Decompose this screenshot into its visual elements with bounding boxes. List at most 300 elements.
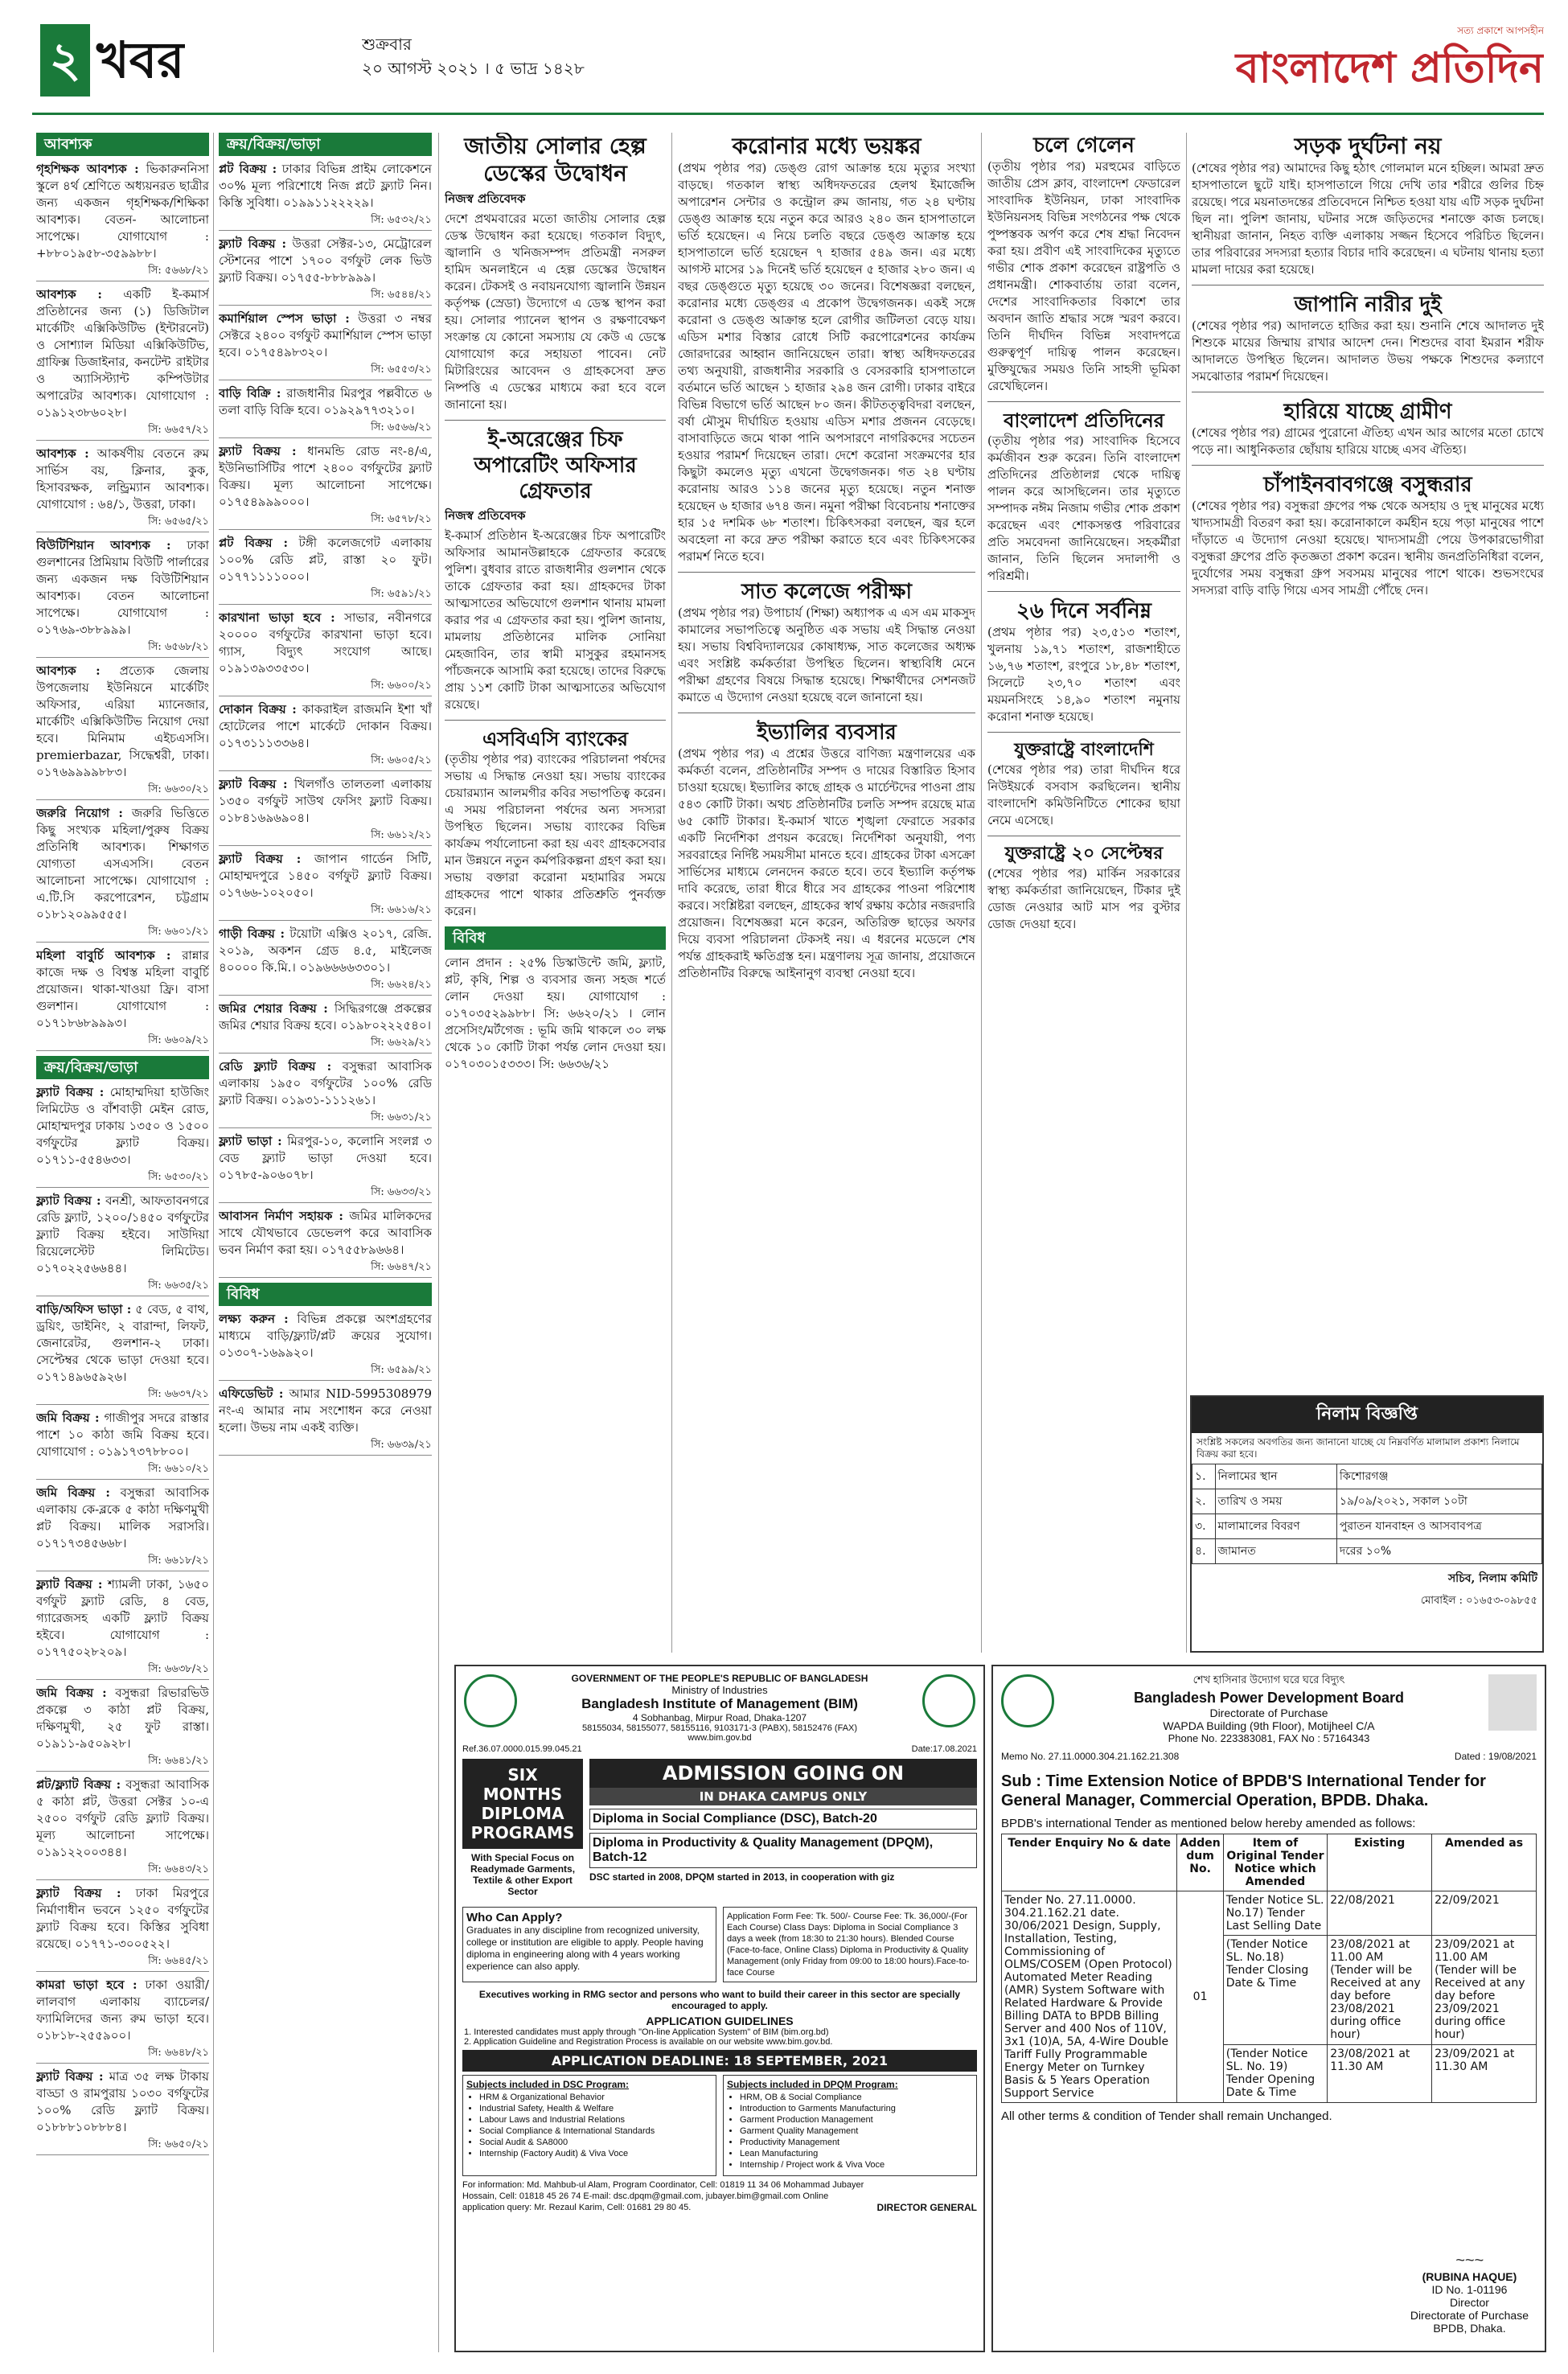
bpdb-table-wrap — [993, 1834, 1545, 2103]
classified-list — [219, 1311, 432, 1456]
classified-title: কমার্শিয়াল স্পেস ভাড়া : — [219, 311, 350, 326]
classified-ad — [36, 1776, 209, 1880]
classified-ad — [36, 1977, 209, 2064]
headline-26-days: ২৬ দিনে সর্বনিম্ন — [1016, 599, 1151, 623]
classified-title: ফ্ল্যাট বিক্রয় : — [219, 852, 302, 866]
classified-title: ফ্ল্যাট বিক্রয় : — [36, 1193, 101, 1208]
classified-text: ৫ বেড, ৫ বাথ, ড্রয়িং, ডাইনিং, ২ বারান্দা, লিফট, জেনারেটর, গুলশান-২ ঢাকা। সেপ্টেম্বর থেকে ভাড়া দেওয়া হবে। ০১৭১৪৯৬৫৯২৬। — [36, 1302, 209, 1384]
classified-title: জরুরি নিয়োগ : — [36, 806, 123, 820]
classified-code: সি: ৬৬৪৫/২১ — [36, 1953, 209, 1972]
classified-code: সি: ৬৬৫০/২১ — [36, 2136, 209, 2155]
row1-amended: 22/09/2021 — [1432, 1891, 1537, 1936]
classified-code: সি: ৬৫৫৩/২১ — [219, 361, 432, 380]
classified-text: প্রত্যেক জেলায় উপজেলায় ইউনিয়নে মার্কেটিং অফিসার, এরিয়া ম্যানেজার, মার্কেটিং এক্সিকিউটিভ নিয়োগ দেয়া হবে। মিনিমাম এইচএসসি। premierbazar, সিদ্ধেশ্বরী, ঢাকা। ০১৭৬৯৯৯৯৮৮৩। — [36, 663, 209, 779]
bim-info-row — [456, 1904, 983, 1986]
bim-contact-info: For information: Md. Mahbub-ul Alam, Program Coordinator, Cell: 01819 11 34 06 Mohammad Jubayer Hossain, Cell: 01818 45 26 74 E-mail: dsc.dpqm@gmail.com, jubayer.bim@gmail.com Online application query: Mr. Rezaul Karim, Cell: 01681 29 80 45. — [462, 2180, 864, 2212]
misc-body: লোন প্রদান : ২৫% ডিস্কাউন্টে জমি, ফ্ল্যাট, প্লট, কৃষি, শিল্প ও ব্যবসার জন্য সহজ শর্তে লোন দেওয়া হয়। যোগাযোগ : ০১৭০৩৫২৯৯৮৮। সি: ৬৬২০/২১ । লোন প্রসেসিং/মর্টগেজ : ভূমি জমি থাকলে ৩০ লক্ষ থেকে ১০ কোটি টাকা পর্যন্ত লোন দেওয়া হয়। ০১৭০৩০১৫৩৩৩। সি: ৬৬৩৬/২১ — [445, 955, 666, 1071]
list-item: • Industrial Safety, Health & Welfare — [479, 2103, 712, 2114]
column-divider — [438, 133, 439, 2352]
classified-list — [36, 161, 209, 1051]
classified-code: সি: ৬৬৪৭/২১ — [219, 1259, 432, 1278]
classified-ad — [36, 1685, 209, 1772]
classified-code: সি: ৬৬০৯/২১ — [36, 1032, 209, 1051]
row2-amended: 23/09/2021 at 11.00 AM (Tender will be Received at any day before 23/09/2021 during office hour) — [1432, 1936, 1537, 2045]
bim-address: 4 Sobhanbag, Mirpur Road, Dhaka-1207 — [632, 1712, 807, 1723]
th-addendum: Adden dum No. — [1177, 1834, 1223, 1891]
classified-code: সি: ৬৫৩২/২১ — [219, 212, 432, 231]
article-body: (শেষের পৃষ্ঠার পর) আদালতে হাজির করা হয়। শুনানি শেষে আদালত দুই শিশুকে মায়ের জিম্মায় রাখার আদেশ দেন। শিশুদের বাবা ইমরান শরীফ আদালতে উপস্থিত ছিলেন। আদালত উভয় পক্ষকে শিশুদের কল্যাণে সমঝোতার পরামর্শ দিয়েছেন। — [1192, 318, 1544, 384]
list-item: • Garment Production Management — [740, 2114, 973, 2126]
bim-prog-dpqm: Diploma in Productivity & Quality Management (DPQM), Batch-12 — [589, 1833, 977, 1868]
classified-text: ঢাকা মিরপুরে নির্মাণাধীন ভবনে ১২৫০ বর্গফুটের ফ্ল্যাট বিক্রয় হবে। কিস্তির সুবিধা রয়েছে। ০১৭৭১-৩০০৫২২। — [36, 1886, 209, 1951]
bim-guide-1: 1. Interested candidates must apply through "On-line Application System" of BIM (bim.org.bd) — [464, 2027, 829, 2037]
classified-text: জমির মালিকদের সাথে যৌথভাবে ডেভেলপ করে আবাসিক ভবন নির্মাণ করা হয়। ০১৭৫৫৮৯৬৬৪। — [219, 1209, 432, 1257]
headline-solar: জাতীয় সোলার হেল্প ডেস্কের উদ্বোধন — [464, 133, 646, 187]
classified-text: মাত্র ৩৫ লক্ষ টাকায় বাড্ডা ও রামপুরায় ১০৩০ বর্গফুটের ১০০% রেডি ফ্ল্যাট বিক্রয়। ০১৮৮৮১০৮৮৮৪। — [36, 2069, 209, 2134]
classified-title: ফ্ল্যাট বিক্রয় : — [219, 236, 287, 251]
classified-title: জমি বিক্রয় : — [36, 1485, 110, 1500]
classified-ad — [219, 610, 432, 696]
table-cell: পুরাতন যানবাহন ও আসবাবপত্র — [1336, 1514, 1541, 1539]
classified-title: বিউটিশিয়ান আবশ্যক : — [36, 538, 171, 552]
list-item: • Labour Laws and Industrial Relations — [479, 2114, 712, 2126]
article-body: (প্রথম পৃষ্ঠার পর) উপাচার্য (শিক্ষা) অধ্যাপক এ এস এম মাকসুদ কামালের সভাপতিত্বে অনুষ্ঠিত এক সভায় এই সিদ্ধান্ত নেওয়া হয়। সভায় বিশ্ববিদ্যালয়ের কোষাধ্যক্ষ, সাত কলেজের অধ্যক্ষ এবং সংশ্লিষ্ট কর্মকর্তারা উপস্থিত ছিলেন। স্বাস্থ্যবিধি মেনে পরীক্ষা গ্রহণের বিষয়ে সিদ্ধান্ত হয়েছে। শিক্ষার্থীদের সেশনজট কমাতে এ উদ্যোগ নেওয়া হয়েছে বলে জানানো হয়। — [678, 606, 975, 704]
header-rule — [32, 113, 1544, 115]
classified-code: সি: ৬৬৪৩/২১ — [36, 1861, 209, 1880]
classified-text: টঙ্গী কলেজগেট এলাকায় ১০০% রেডি প্লট, রাস্তা ২০ ফুট। ০১৭৭১১১১০০০। — [219, 536, 432, 584]
bim-name: Bangladesh Institute of Management (BIM) — [581, 1696, 858, 1711]
column-divider — [213, 133, 214, 2352]
list-item: • Productivity Management — [740, 2137, 973, 2148]
classified-title: রেডি ফ্ল্যাট বিক্রয় : — [219, 1059, 332, 1074]
bpdb-lead: BPDB's international Tender as mentioned below hereby amended as follows: — [1001, 1817, 1416, 1830]
classified-text: বসুন্ধরা রিভারভিউ প্রকল্পে ৩ কাঠা প্লট বিক্রয়, দক্ষিণমুখী, ২৫ ফুট রাস্তা। ০১৯১১-৯৫০৯২৮। — [36, 1686, 209, 1751]
bpdb-signer-org: BPDB, Dhaka. — [1433, 2322, 1506, 2335]
classified-code: সি: ৬৬৪১/২১ — [36, 1752, 209, 1772]
section-name: খবর — [96, 31, 185, 89]
table-cell: মালামালের বিবরণ — [1215, 1514, 1336, 1539]
th-enquiry: Tender Enquiry No & date — [1002, 1834, 1177, 1891]
list-item: • Lean Manufacturing — [740, 2148, 973, 2159]
classified-ad — [36, 1084, 209, 1188]
classified-title: ফ্ল্যাট বিক্রয় : — [36, 1886, 121, 1900]
classified-code: সি: ৬৬২৪/২১ — [219, 976, 432, 996]
headline-dengue: করোনার মধ্যে ভয়ঙ্কর — [732, 133, 922, 159]
classified-code: সি: ৬৬০৫/২১ — [219, 752, 432, 771]
article-body: (শেষের পৃষ্ঠার পর) গ্রামের পুরোনো ঐতিহ্য এখন আর আগের মতো চোখে পড়ে না। আধুনিকতার ছোঁয়ায় হারিয়ে যাচ্ছে এসব ঐতিহ্য। — [1192, 425, 1544, 457]
headline-rural-tradition: হারিয়ে যাচ্ছে গ্রামীণ — [1283, 400, 1452, 424]
classified-text: উত্তরা সেক্টর-১৩, মেট্রোরেল স্টেশনের পাশে ১৭০০ বর্গফুট লেক ভিউ ফ্ল্যাট বিক্রয়। ০১৭৫৫-৮৮৮৯৯৯। — [219, 236, 432, 285]
classified-code: সি: ৬৫৬৬/২১ — [219, 419, 432, 438]
classified-code: সি: ৬৬৩৮/২১ — [36, 1661, 209, 1680]
classified-title: আবশ্যক : — [36, 287, 102, 302]
bim-right-box — [589, 1759, 977, 1900]
classifieds-column-2 — [219, 133, 432, 2352]
classified-code: সি: ৬৬৪৮/২১ — [36, 2044, 209, 2064]
page-number-box — [40, 24, 185, 97]
classified-text: বসুন্ধরা আবাসিক এলাকায় কে-ব্লকে ৫ কাঠা দক্ষিণমুখী প্লট বিক্রয়। মালিক সরাসরি। ০১৭১৭৩৪৫৬৬৮। — [36, 1485, 209, 1550]
table-cell: ৪. — [1192, 1539, 1216, 1564]
article-body: ই-কমার্স প্রতিষ্ঠান ই-অরেঞ্জের চিফ অপারেটিং অফিসার আমানউল্লাহকে গ্রেফতার করেছে পুলিশ। বুধবার রাতে রাজধানীর গুলশান থেকে তাকে গ্রেফতার করা হয়। গ্রাহকদের টাকা আত্মসাতের অভিযোগে গুলশান থানায় মামলা করার পর এ গ্রেফতার করা হয়। পুলিশ জানায়, মামলায় প্রতিষ্ঠানের মালিক সোনিয়া মেহজাবিন, তার স্বামী মাসুকুর রহমানসহ পাঁচজনকে আসামি করা হয়েছে। তাদের বিরুদ্ধে প্রায় ১১শ কোটি টাকা আত্মসাতের অভিযোগ রয়েছে। — [445, 528, 666, 712]
classified-ad — [36, 1410, 209, 1480]
classified-title: ফ্ল্যাট বিক্রয় : — [36, 1085, 105, 1099]
classified-ad — [219, 385, 432, 438]
news-column-6 — [1192, 133, 1544, 1387]
classified-text: রান্নার কাজে দক্ষ ও বিশ্বস্ত মহিলা বাবুর্চি প্রয়োজন। থাকা-খাওয়া ফ্রি। বাসা গুলশান। যোগাযোগ : ০১৭১৮৬৮৯৯৯৩। — [36, 948, 209, 1030]
row3-item: (Tender Notice SL. No. 19) Tender Opening Date & Time — [1223, 2045, 1327, 2103]
bim-banner: ADMISSION GOING ON — [589, 1759, 977, 1788]
table-cell: জামানত — [1215, 1539, 1336, 1564]
bim-guide-title: APPLICATION GUIDELINES — [646, 2015, 794, 2027]
classified-text: রাজধানীর মিরপুর পল্লবীতে ৬ তলা বাড়ি বিক্রি হবে। ০১৯২৯৭৭৩২১০। — [219, 386, 432, 417]
bim-footer — [456, 2176, 983, 2216]
bim-dpqm-subjects — [723, 2075, 977, 2176]
article-body: দেশে প্রথমবারের মতো জাতীয় সোলার হেল্প ডেস্ক উদ্বোধন করা হয়েছে। গতকাল বিদ্যুৎ, জ্বালানি ও খনিজসম্পদ প্রতিমন্ত্রী নসরুল হামিদ অনলাইনে এ হেল্প ডেস্কের উদ্বোধন করেন। টেকসই ও নবায়নযোগ্য জ্বালানি উন্নয়ন কর্তৃপক্ষ (স্রেডা) উদ্যোগে এ ডেস্ক স্থাপন করা হয়। সোলার প্যানেল স্থাপন ও রক্ষণাবেক্ষণ সংক্রান্ত যে কোনো সমস্যায় যে কেউ এ ডেস্কে যোগাযোগ করে সহায়তা পাবেন। নেট মিটারিংয়ের আবেদন ও গ্রাহকসেবা দ্রুত নিষ্পত্তি এ ডেস্কের মাধ্যমে করা হবে বলে জানানো হয়। — [445, 212, 666, 412]
classified-text: ঢাকা গুলশানের প্রিমিয়াম বিউটি পার্লারের জন্য একজন দক্ষ বিউটিশিয়ান আবশ্যক। বেতন আলোচনা সাপেক্ষে। যোগাযোগ : ০১৭৬৯-৩৮৮৯৯৯। — [36, 538, 209, 637]
classified-text: সাভার, নবীনগরে ২০০০০ বর্গফুটের কারখানা ভাড়া হবে। গ্যাস, বিদ্যুৎ সংযোগ আছে। ০১৯১৩৯৩৩৫৩০। — [219, 610, 432, 676]
bim-left-box — [462, 1759, 583, 1900]
classified-code: সি: ৬৫৯১/২১ — [219, 585, 432, 605]
dateline — [362, 32, 764, 80]
classifieds-column — [36, 133, 209, 2352]
article-body: (শেষের পৃষ্ঠার পর) বসুন্ধরা গ্রুপের পক্ষ থেকে অসহায় ও দুস্থ মানুষের মধ্যে খাদ্যসামগ্রী বিতরণ করা হয়। করোনাকালে কর্মহীন হয়ে পড়া মানুষের পাশে দাঁড়াতে এ উদ্যোগ নেওয়া হয়েছে। খাদ্যসামগ্রী পেয়ে উপকারভোগীরা বসুন্ধরা গ্রুপের প্রতি কৃতজ্ঞতা প্রকাশ করেন। স্থানীয় জনপ্রতিনিধিরা বলেন, দুর্যোগের সময় বসুন্ধরা গ্রুপ সবসময় মানুষের পাশে থাকে। শুভসংঘের সদস্যরা বাড়ি বাড়ি গিয়ে এসব সামগ্রী পৌঁছে দেন। — [1192, 499, 1544, 598]
classified-text: বসুন্ধরা আবাসিক এলাকায় ১৯৫০ বর্গফুটের ১০০% রেডি ফ্ল্যাট বিক্রয়। ০১৯৩১-১১১২৬১। — [219, 1059, 432, 1107]
classified-ad — [219, 161, 432, 231]
bim-prog-dsc: Diploma in Social Compliance (DSC), Batch-20 — [589, 1809, 977, 1830]
table-row — [1192, 1489, 1542, 1514]
classified-ad — [36, 805, 209, 943]
classified-section-header: আবশ্যক — [36, 133, 209, 156]
table-cell: দরের ১০% — [1336, 1539, 1541, 1564]
classified-code: সি: ৬৬৩৭/২১ — [36, 1386, 209, 1405]
article-body: (প্রথম পৃষ্ঠার পর) ২৩,৫১৩ শতাংশ, খুলনায় ১৯,৭১ শতাংশ, রাজশাহীতে ১৬,৭৬ শতাংশ, রংপুরে ১৮,৪৮ শতাংশ, সিলেটে ২৩,৭০ শতাংশ এবং ময়মনসিংহে ১৪,৯০ শতাংশ নমুনায় করোনা শনাক্ত হয়েছে। — [987, 625, 1180, 724]
portrait-photo — [1488, 1674, 1537, 1731]
classified-ad — [36, 947, 209, 1051]
bpdb-logo-icon — [1001, 1674, 1054, 1727]
classified-title: কারখানা ভাড়া হবে : — [219, 610, 335, 625]
list-item: • HRM & Organizational Behavior — [479, 2092, 712, 2103]
bpdb-note: All other terms & condition of Tender shall remain Unchanged. — [1001, 2109, 1332, 2123]
classified-ad — [219, 236, 432, 306]
classified-text: একটি ই-কমার্স প্রতিষ্ঠানের জন্য (১) ডিজিটাল মার্কেটিং এক্সিকিউটিভ (ইন্টারনেট) ও সোশ্যাল মিডিয়া এক্সিকিউটিভ, গ্রাফিক্স ডিজাইনার, কনটেন্ট রাইটার ও অ্যাসিস্ট্যান্ট কম্পিউটার অপারেটর আবশ্যক। যোগাযোগ : ০১৯১২৩৮৬০২৮। — [36, 287, 209, 420]
article-body: (শেষের পৃষ্ঠার পর) মার্কিন সরকারের স্বাস্থ্য কর্মকর্তারা জানিয়েছেন, টিকার দুই ডোজ নেওয়ার আট মাস পর বুস্টার ডোজ দেওয়া হবে। — [987, 866, 1180, 931]
addendum-no: 01 — [1177, 1891, 1223, 2103]
classified-code: সি: ৬৬১০/২১ — [36, 1460, 209, 1480]
classified-text: ঢাকা ওয়ারী/লালবাগ এলাকায় ব্যাচেলর/ফ্যামিলিদের জন্য রুম ভাড়া হবে। ০১৮১৮-২৫৫৯০০। — [36, 1978, 209, 2043]
classified-ad — [36, 1193, 209, 1296]
article-body: (তৃতীয় পৃষ্ঠার পর) ব্যাংকের পরিচালনা পর্ষদের সভায় এ সিদ্ধান্ত নেওয়া হয়। সভায় ব্যাংকের চেয়ারম্যান আলমগীর কবির সভাপতিত্ব করেন। এ সময় পরিচালনা পর্ষদের অন্য সদস্যরা উপস্থিত ছিলেন। সভায় ব্যাংকের বিভিন্ন কার্যক্রম পর্যালোচনা করা হয় এবং গ্রাহকসেবার মান উন্নয়নে নতুন কর্মপরিকল্পনা গ্রহণ করা হয়। সভায় বক্তারা করোনা মহামারির সময়ে গ্রাহকদের পাশে থাকার প্রতিশ্রুতি পুনর্ব্যক্ত করেন। — [445, 752, 666, 918]
bim-who-title: Who Can Apply? — [466, 1911, 563, 1924]
classified-text: কাকরাইল রাজমনি ইশা খাঁ হোটেলের পাশে মার্কেটে দোকান বিক্রয়। ০১৭৩১১১৩৩৬৪। — [219, 702, 432, 750]
classified-code: সি: ৬৬৩৯/২১ — [219, 1436, 432, 1456]
headline-us-bangladeshi: যুক্তরাষ্ট্রে বাংলাদেশি — [1014, 740, 1154, 760]
classified-code: সি: ৬৬১৬/২১ — [219, 902, 432, 921]
bim-started: DSC started in 2008, DPQM started in 2013, in cooperation with giz — [589, 1871, 895, 1883]
row3-amended: 23/09/2021 at 11.30 AM — [1432, 2045, 1537, 2103]
classified-text: শ্যামলী ঢাকা, ১৬৫০ বর্গফুট ফ্ল্যাট রেডি, ৪ বেড, গ্যারেজসহ একটি ফ্ল্যাট বিক্রয় হইবে। যোগাযোগ : ০১৭৭৫০২৮২০৯। — [36, 1577, 209, 1659]
row1-item: Tender Notice SL. No.17) Tender Last Selling Date — [1223, 1891, 1327, 1936]
classified-ad — [219, 443, 432, 530]
classified-title: ফ্ল্যাট বিক্রয় : — [219, 777, 288, 791]
bpdb-bldg: WAPDA Building (9th Floor), Motijheel C/A — [1163, 1719, 1375, 1732]
classified-text: বনশ্রী, আফতাবনগরে রেডি ফ্ল্যাট, ১২০০/১৪৫০ বর্গফুটের ফ্ল্যাট বিক্রয় হইবে। সাউদিয়া রিয়েলেস্টেট লিমিটেড। ০১৭০২২৫৬৬৪৪। — [36, 1193, 209, 1275]
classified-code: সি: ৬৫৯৯/২১ — [219, 1362, 432, 1381]
classified-title: ফ্ল্যাট বিক্রয় : — [36, 1577, 103, 1592]
news-column-3 — [445, 133, 666, 1653]
byline: নিজস্ব প্রতিবেদক — [445, 191, 526, 206]
bim-gov: GOVERNMENT OF THE PEOPLE'S REPUBLIC OF BANGLADESH — [571, 1673, 868, 1684]
classified-text: বিভিন্ন প্রকল্পে অংশগ্রহণের মাধ্যমে বাড়ি/ফ্ল্যাট/প্লট ক্রয়ের সুযোগ। ০১৩০৭-১৬৯৯২০। — [219, 1312, 432, 1360]
classified-section-header: বিবিধ — [219, 1283, 432, 1306]
bim-ministry: Ministry of Industries — [671, 1684, 768, 1696]
th-amended: Amended as — [1432, 1834, 1537, 1891]
bpdb-signer-title: Director — [1449, 2296, 1489, 2309]
classified-text: আমার NID-5995308979 নং-এ আমার নাম সংশোধন করে নেওয়া হলো। উভয় নাম একই ব্যক্তি। — [219, 1386, 432, 1435]
bim-dsc-title: Subjects included in DSC Program: — [466, 2079, 630, 2090]
classified-code: সি: ৬৬৩৩/২১ — [219, 1184, 432, 1203]
classified-ad — [219, 1386, 432, 1456]
misc-header: বিবিধ — [445, 926, 666, 950]
list-item: • Social Audit & SA8000 — [479, 2137, 712, 2148]
classified-ad — [219, 535, 432, 605]
classified-ad — [36, 1576, 209, 1680]
classified-list — [219, 161, 432, 1278]
list-item: • Garment Quality Management — [740, 2126, 973, 2137]
classified-code: সি: ৬৬৩১/২১ — [219, 1109, 432, 1128]
date: ২০ আগস্ট ২০২১ । ৫ ভাদ্র ১৪২৮ — [362, 59, 585, 78]
bim-dsc-subjects — [462, 2075, 716, 2176]
classified-text: ঢাকার বিভিন্ন প্রাইম লোকেশনে ৩০% মূল্য পরিশোধে নিজ প্লটে ফ্ল্যাট নিন। কিস্তি সুবিধা। ০১৯৯১১২২২২৯। — [219, 162, 432, 210]
classified-ad — [219, 1000, 432, 1054]
classified-title: মহিলা বাবুর্চি আবশ্যক : — [36, 948, 171, 963]
column-divider — [1186, 133, 1187, 1653]
classified-title: ফ্ল্যাট বিক্রয় : — [219, 444, 297, 458]
classified-title: ফ্ল্যাট বিক্রয় : — [36, 2069, 104, 2084]
classified-ad — [219, 1058, 432, 1128]
page-number: ২ — [40, 24, 90, 97]
classified-title: লক্ষ্য করুন : — [219, 1312, 289, 1326]
masthead — [1190, 24, 1544, 105]
classified-code: সি: ৬৬০০/২১ — [219, 677, 432, 696]
headline-eorange: ই-অরেঞ্জের চিফ অপারেটিং অফিসার গ্রেফতার — [474, 428, 637, 503]
classified-title: জমি বিক্রয় : — [36, 1686, 107, 1700]
classified-code: সি: ৬৬৫৭/২১ — [36, 421, 209, 441]
bim-dpqm-list — [727, 2092, 973, 2171]
classified-text: মোহাম্মদিয়া হাউজিং লিমিটেড ও বাঁশবাড়ী মেইন রোড, মোহাম্মদপুর ঢাকায় ১৩৫০ ও ১৫০০ বর্গফুটের ফ্ল্যাট বিক্রয়। ০১৭১১-৫৫৪৬৩৩। — [36, 1085, 209, 1167]
classified-code: সি: ৬৬২৯/২১ — [219, 1034, 432, 1054]
classified-code: সি: ৬৫৬৫/২১ — [36, 513, 209, 532]
classified-list — [36, 1084, 209, 2155]
list-item: • Social Compliance & International Standards — [479, 2126, 712, 2137]
bim-deadline: APPLICATION DEADLINE: 18 SEPTEMBER, 2021 — [462, 2050, 977, 2072]
table-cell: ২. — [1192, 1489, 1216, 1514]
classified-ad — [36, 537, 209, 658]
byline: নিজস্ব প্রতিবেদক — [445, 508, 526, 523]
classified-code: সি: ৬৬০১/২১ — [36, 923, 209, 943]
classified-ad — [36, 161, 209, 281]
bim-diploma-label: SIX MONTHS DIPLOMA PROGRAMS — [462, 1759, 583, 1849]
bpdb-signer-dept: Directorate of Purchase — [1410, 2309, 1529, 2322]
column-divider — [981, 133, 982, 1653]
page-header — [0, 0, 1568, 121]
classified-ad — [219, 926, 432, 996]
brand-tagline: সত্য প্রকাশে আপসহীন — [1457, 25, 1544, 36]
news-column-5 — [987, 133, 1180, 1653]
bim-date: Date:17.08.2021 — [911, 1744, 977, 1754]
classified-ad — [36, 286, 209, 441]
bim-web: www.bim.gov.bd — [688, 1733, 752, 1743]
classified-title: জমি বিক্রয় : — [36, 1411, 100, 1425]
row2-item: (Tender Notice SL. No.18) Tender Closing Date & Time — [1223, 1936, 1327, 2045]
classified-code: সি: ৬৬৩০/২১ — [36, 781, 209, 800]
classified-ad — [36, 1885, 209, 1972]
headline-not-accident: সড়ক দুর্ঘটনা নয় — [1294, 133, 1442, 159]
classified-title: বাড়ি বিক্রি : — [219, 386, 281, 400]
classified-text: মিরপুর-১০, কলোনি সংলগ্ন ৩ বেড ফ্ল্যাট ভাড়া দেওয়া হবে। ০১৭৮৫-৯০৬০৭৮। — [219, 1134, 432, 1182]
classified-ad — [219, 851, 432, 921]
table-cell: তারিখ ও সময় — [1215, 1489, 1336, 1514]
bpdb-memo-row — [993, 1744, 1545, 1768]
classified-code: সি: ৬৫৭৮/২১ — [219, 511, 432, 530]
bpdb-signer: (RUBINA HAQUE) — [1422, 2270, 1517, 2283]
classified-title: প্লট বিক্রয় : — [219, 536, 289, 550]
table-cell: কিশোরগঞ্জ — [1336, 1464, 1541, 1489]
classified-code: সি: ৬৫৩০/২১ — [36, 1169, 209, 1188]
article-body: (প্রথম পৃষ্ঠার পর) ডেঙ্গু রোগ আক্রান্ত হয়ে মৃত্যুর সংখ্যা বাড়ছে। গতকাল স্বাস্থ্য অধিদফতরের হেলথ ইমার্জেন্সি অপারেশন সেন্টার ও কন্ট্রোল রুম জানায়, গত ২৪ ঘণ্টায় ডেঙ্গু আক্রান্ত হয়ে নতুন করে আরও ২৪০ জন হাসপাতালে ভর্তি হয়েছেন। এ নিয়ে চলতি বছরে ডেঙ্গু আক্রান্ত হয়ে হাসপাতালে ভর্তি হয়েছেন ৭ হাজার ৫৪৯ জন। এর মধ্যে আগস্ট মাসের ১৯ দিনেই ভর্তি হয়েছেন ৫ হাজার ২৮০ জন। এ বছর ডেঙ্গুতে মৃত্যু হয়েছে ৩০ জনের। বিশেষজ্ঞরা বলছেন, করোনার মধ্যে ডেঙ্গুর এ প্রকোপ উদ্বেগজনক। একই সঙ্গে করোনা ও ডেঙ্গু আক্রান্ত হলে রোগীর জটিলতা বেড়ে যায়। এডিস মশার বিস্তার রোধে সিটি করপোরেশনের কার্যক্রম জোরদারের আহ্বান জানিয়েছেন তারা। স্বাস্থ্য অধিদফতরের তথ্য অনুযায়ী, রাজধানীর সরকারি ও বেসরকারি হাসপাতালে বর্তমানে ভর্তি আছেন ১ হাজার ২৯৪ জন রোগী। ঢাকার বাইরে বিভিন্ন বিভাগে ভর্তি আছেন ৮০ জন। কীটতত্ত্ববিদরা বলছেন, বর্ষা মৌসুম দীর্ঘায়িত হওয়ায় এডিস মশার প্রজনন বেড়েছে। বাসাবাড়িতে জমে থাকা পানি অপসারণে নাগরিকদের সচেতন হওয়ার পরামর্শ দিয়েছেন তারা। দেশে করোনা সংক্রমণের হার কিছুটা কমলেও মৃত্যু এখনো উদ্বেগজনক। গত ২৪ ঘণ্টায় করোনায় আরও ১১৪ জনের মৃত্যু হয়েছে। নতুন শনাক্ত হয়েছেন ৬ হাজার ৬৭৪ জন। নমুনা পরীক্ষা বিবেচনায় শনাক্তের হার ১৫ দশমিক ৬৮ শতাংশ। চিকিৎসকরা বলছেন, জ্বর হলে অবহেলা না করে দ্রুত পরীক্ষা করাতে হবে এবং চিকিৎসকের পরামর্শ নিতে হবে। — [678, 161, 975, 564]
classified-text: বসুন্ধরা আবাসিক ৫ কাঠা প্লট, উত্তরা সেক্টর ১০-এ ২৫০০ বর্গফুট রেডি ফ্ল্যাট বিক্রয়। মূল্য আলোচনা সাপেক্ষে। ০১৯১২২০০৩৪৪। — [36, 1777, 209, 1859]
headline-seven-college: সাত কলেজে পরীক্ষা — [741, 580, 913, 604]
classified-text: উত্তরা ৩ নম্বর সেক্টরে ২৪০০ বর্গফুট কমার্শিয়াল স্পেস ভাড়া হবে। ০১৭৫৪৯৮৩২০। — [219, 311, 432, 359]
auction-intro: সংশ্লিষ্ট সকলের অবগতির জন্য জানানো যাচ্ছে যে নিম্নবর্ণিত মালামাল প্রকাশ্য নিলামে বিক্রয় করা হবে। — [1197, 1436, 1520, 1460]
table-cell: ১৯/০৯/২০২১, সকাল ১০টা — [1336, 1489, 1541, 1514]
bim-ref-row — [456, 1743, 983, 1756]
bpdb-memo: Memo No. 27.11.0000.304.21.162.21.308 — [1001, 1751, 1180, 1762]
bpdb-tender-ad — [991, 1665, 1546, 2352]
bim-dpqm-title: Subjects included in DPQM Program: — [727, 2079, 898, 2090]
th-existing: Existing — [1328, 1834, 1432, 1891]
table-row — [1192, 1539, 1542, 1564]
classified-title: আবাসন নির্মাণ সহায়ক : — [219, 1209, 343, 1223]
classified-section-header: ক্রয়/বিক্রয়/ভাড়া — [219, 133, 432, 156]
headline-us-booster: যুক্তরাষ্ট্রে ২০ সেপ্টেম্বর — [1004, 844, 1164, 864]
list-item: • Internship / Project work & Viva Voce — [740, 2159, 973, 2171]
classified-ad — [36, 663, 209, 800]
classified-text: খিলগাঁও তালতলা এলাকায় ১৩৫০ বর্গফুট সাউথ ফেসিং ফ্ল্যাট বিক্রয়। ০১৮৪১৬৯৬৯০৪। — [219, 777, 432, 825]
column-divider — [671, 133, 672, 1653]
bpdb-dated: Dated : 19/08/2021 — [1454, 1751, 1537, 1762]
brand-logo: বাংলাদেশ প্রতিদিন — [1235, 44, 1544, 92]
auction-title: নিলাম বিজ্ঞপ্তি — [1192, 1397, 1542, 1433]
list-item: • Introduction to Garments Manufacturing — [740, 2103, 973, 2114]
headline-japanese-woman: জাপানি নারীর দুই — [1294, 293, 1442, 317]
classified-title: কামরা ভাড়া হবে : — [36, 1978, 138, 1992]
classified-section-header: ক্রয়/বিক্রয়/ভাড়া — [36, 1056, 209, 1079]
bim-logo-icon — [922, 1674, 975, 1727]
bpdb-slogan: শেখ হাসিনার উদ্যোগ ঘরে ঘরে বিদ্যুৎ — [1192, 1674, 1345, 1686]
classified-ad — [36, 2068, 209, 2155]
classified-title: এফিডেভিট : — [219, 1386, 284, 1401]
bim-program-row — [456, 1756, 983, 1904]
auction-phone: মোবাইল : ০১৬৫৩-০৯৮৫৫ — [1420, 1595, 1537, 1607]
classified-title: গাড়ী বিক্রয় : — [219, 926, 285, 941]
bpdb-dir: Directorate of Purchase — [1209, 1707, 1328, 1719]
bpdb-tender-table — [1001, 1834, 1537, 2103]
bpdb-signature-block — [1410, 2252, 1529, 2335]
bpdb-subject: Sub : Time Extension Notice of BPDB'S International Tender for General Manager, Commercial Operation, BPDB. Dhaka. — [1001, 1772, 1486, 1809]
headline-bd-pratidin: বাংলাদেশ প্রতিদিনের — [1004, 409, 1164, 432]
classified-ad — [219, 701, 432, 771]
classified-text: জরুরি ভিত্তিতে কিছু সংখ্যক মহিলা/পুরুষ বিক্রয় প্রতিনিধি আবশ্যক। শিক্ষাগত যোগ্যতা এসএসসি। বেতন আলোচনা সাপেক্ষে। যোগাযোগ : এ.টি.সি করপোরেশন, চট্টগ্রাম ০১৮১২০৯৯৫৫৫। — [36, 806, 209, 922]
th-item: Item of Original Tender Notice which Amended — [1223, 1834, 1327, 1891]
classified-title: প্লট/ফ্ল্যাট বিক্রয় : — [36, 1777, 121, 1792]
classified-ad — [219, 310, 432, 380]
article-body: (তৃতীয় পৃষ্ঠার পর) সাংবাদিক হিসেবে কর্মজীবন শুরু করেন। তিনি বাংলাদেশ প্রতিদিনের প্রতিষ্ঠালগ্ন থেকে দায়িত্ব পালন করে আসছিলেন। তার মৃত্যুতে সম্পাদক নঈম নিজাম গভীর শোক প্রকাশ করেছেন এবং শোকসন্তপ্ত পরিবারের প্রতি সমবেদনা জানিয়েছেন। সহকর্মীরা জানান, তিনি ছিলেন সদালাপী ও পরিশ্রমী। — [987, 433, 1180, 583]
classified-title: গৃহশিক্ষক আবশ্যক : — [36, 162, 139, 176]
classified-title: বাড়ি/অফিস ভাড়া : — [36, 1302, 132, 1316]
table-cell: ৩. — [1192, 1514, 1216, 1539]
row3-existing: 23/08/2021 at 11.30 AM — [1328, 2045, 1432, 2103]
bim-signer: DIRECTOR GENERAL — [876, 2202, 977, 2213]
classified-title: আবশ্যক : — [36, 446, 89, 461]
classified-ad — [219, 1133, 432, 1203]
bim-phones: 58155034, 58155077, 58155116, 9103171-3 (PABX), 58152476 (FAX) — [581, 1723, 858, 1733]
classified-text: গাজীপুর সদরে রাস্তার পাশে ১০ কাঠা জমি বিক্রয় হবে। যোগাযোগ : ০১৯১৭৩৭৮৮০০। — [36, 1411, 209, 1459]
classified-code: সি: ৬৫৬৮/২১ — [36, 639, 209, 658]
bim-exec-note: Executives working in RMG sector and persons who want to build their career in this sector are specially encouraged to apply. — [478, 1989, 961, 2011]
classified-code: সি: ৬৫৪৪/২১ — [219, 286, 432, 306]
table-row — [1002, 1891, 1537, 1936]
headline-sbac: এসবিএসি ব্যাংকের — [482, 728, 628, 750]
classified-ad — [219, 1208, 432, 1278]
bim-who-text: Graduates in any discipline from recognized university, college or institution are eligible to apply. People having diploma in engineering along with 4 years working experience can also apply. — [466, 1924, 704, 1972]
bim-fee-text: Application Form Fee: Tk. 500/- Course Fee: Tk. 36,000/-(For Each Course) Class Days: Diploma in Social Compliance 3 days a week (from 18:30 to 21:30 hours). Blended Course (Face-to-face, Online Class) Diploma in Productivity & Quality Management (only Friday from 09:00 to 18:00 hours).Face-to-face Course — [727, 1912, 970, 1978]
classified-code: সি: ৬৬১২/২১ — [219, 827, 432, 846]
headline-bashundhara: চাঁপাইনবাবগঞ্জে বসুন্ধরার — [1263, 473, 1472, 497]
classified-ad — [36, 1301, 209, 1405]
bpdb-name: Bangladesh Power Development Board — [1133, 1690, 1405, 1706]
classified-ad — [36, 1485, 209, 1571]
news-column-4 — [678, 133, 975, 1653]
auction-table — [1192, 1464, 1542, 1564]
table-cell: ১. — [1192, 1464, 1216, 1489]
classified-ad — [219, 1311, 432, 1381]
headline-obituary: চলে গেলেন — [1033, 133, 1135, 158]
classified-title: প্লট বিক্রয় : — [219, 162, 277, 176]
bim-ref: Ref.36.07.0000.015.99.045.21 — [462, 1744, 582, 1754]
classified-code: সি: ৫৬৬৮/২১ — [36, 262, 209, 281]
bim-banner-sub: IN DHAKA CAMPUS ONLY — [589, 1788, 977, 1805]
table-cell: নিলামের স্থান — [1215, 1464, 1336, 1489]
classified-code: সি: ৬৬৩৫/২১ — [36, 1277, 209, 1296]
classified-title: দোকান বিক্রয় : — [219, 702, 297, 717]
tender-desc: Tender No. 27.11.0000. 304.21.162.21 date. 30/06/2021 Design, Supply, Installation, Testing, Commissioning of OLMS/COSEM (Open Protocol) Automated Meter Reading (AMR) System Software with Related Hardware & Provide Billing DATA to BPDB Billing Server and 400 Nos of 110V, 3x1 (10)A, 5A, 4-Wire Double Tariff Fully Programmable Energy Meter on Turnkey Basis & 5 Years Operation Support Service — [1002, 1891, 1177, 2103]
gov-emblem-icon — [464, 1674, 517, 1727]
article-body: (তৃতীয় পৃষ্ঠার পর) মরহুমের বাড়িতে জাতীয় প্রেস ক্লাব, বাংলাদেশ ফেডারেল সাংবাদিক ইউনিয়ন, ঢাকা সাংবাদিক ইউনিয়নসহ বিভিন্ন সংগঠনের পক্ষ থেকে পুষ্পস্তবক অর্পণ করে শেষ শ্রদ্ধা নিবেদন করা হয়। প্রবীণ এই সাংবাদিকের মৃত্যুতে গভীর শোক প্রকাশ করেছেন রাষ্ট্রপতি ও প্রধানমন্ত্রী। শোকবার্তায় তারা বলেন, দেশের সাংবাদিকতার বিকাশে তার অবদান জাতি শ্রদ্ধার সঙ্গে স্মরণ করবে। তিনি দীর্ঘদিন বিভিন্ন সংবাদপত্রে গুরুত্বপূর্ণ দায়িত্ব পালন করেছেন। মুক্তিযুদ্ধের সময়ও তিনি সাহসী ভূমিকা রেখেছিলেন। — [987, 159, 1180, 393]
table-row — [1192, 1514, 1542, 1539]
list-item: • HRM, OB & Social Compliance — [740, 2092, 973, 2103]
classified-title: ফ্ল্যাট ভাড়া : — [219, 1134, 282, 1148]
classified-title: আবশ্যক : — [36, 663, 101, 678]
classified-text: আকর্ষণীয় বেতনে রুম সার্ভিস বয়, ক্লিনার, কুক, হিসাবরক্ষক, লন্ড্রিম্যান আবশ্যক। যোগাযোগ : ৬৪/১, উত্তরা, ঢাকা। — [36, 446, 209, 511]
auction-signer: সচিব, নিলাম কমিটি — [1447, 1572, 1537, 1585]
day: শুক্রবার — [362, 35, 412, 54]
classified-text: ভিকারুননিসা স্কুলে ৪র্থ শ্রেণিতে অধ্যয়নরত ছাত্রীর জন্য একজন গৃহশিক্ষক/শিক্ষিকা আবশ্যক। বেতন- আলোচনা সাপেক্ষে। যোগাযোগ : +৮৮০১৯৫৮-৩৫৯৯৮৮। — [36, 162, 209, 261]
bpdb-phone: Phone No. 223383081, FAX No : 57164343 — [1168, 1732, 1370, 1744]
article-body: (শেষের পৃষ্ঠার পর) আমাদের কিছু হঠাৎ গোলমাল মনে হচ্ছিল। আমরা দ্রুত হাসপাতালে ছুটে যাই। হাসপাতালে গিয়ে দেখি তার শরীরে গুলির চিহ্ন রয়েছে। পরে ময়নাতদন্তের প্রতিবেদনে নিশ্চিত হওয়া যায় এটি সড়ক দুর্ঘটনা ছিল না। পুলিশ জানায়, ঘটনার সঙ্গে জড়িতদের শনাক্তে কাজ চলছে। স্থানীয়রা জানান, নিহত ব্যক্তি এলাকায় সজ্জন হিসেবে পরিচিত ছিলেন। তার পরিবারের সদস্যরা হত্যার বিচার দাবি করেছেন। এ ঘটনায় থানায় হত্যা মামলা দায়ের করা হয়েছে। — [1192, 161, 1544, 277]
bim-subjects-row — [456, 2075, 983, 2176]
classified-text: টয়োটা এক্সিও ২০১৭, রেজি. ২০১৯, অকশন গ্রেড ৪.৫, মাইলেজ ৪০০০০ কি.মি.। ০১৯৬৬৬৬৩৩০১। — [219, 926, 432, 975]
bim-fee-box — [723, 1907, 977, 1982]
